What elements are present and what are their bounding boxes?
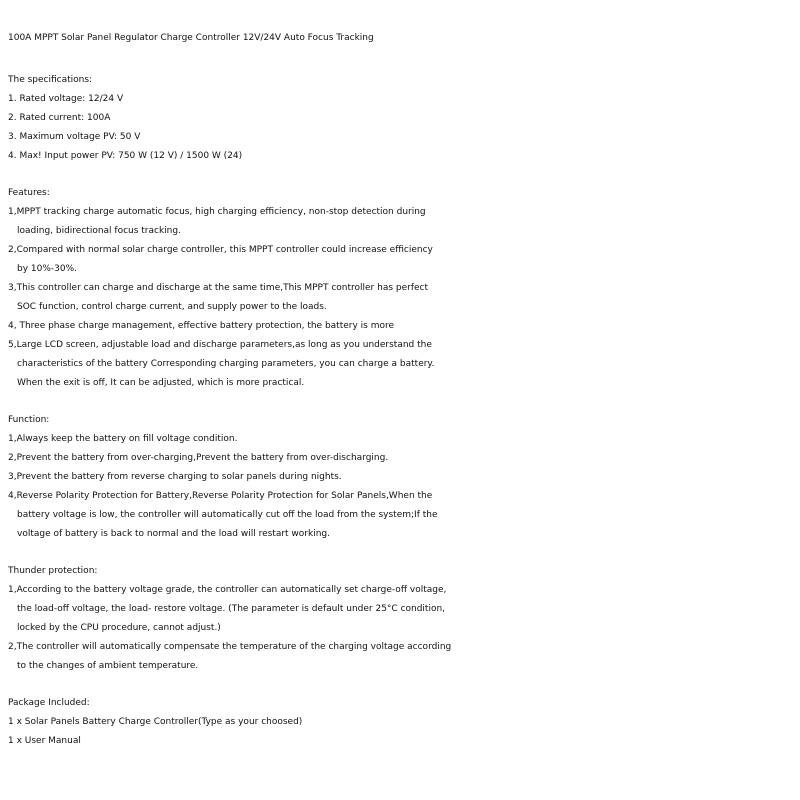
- specifications-section: [8, 71, 800, 166]
- feature-line: When the exit is off, It can be adjusted, which is more practical.: [17, 378, 305, 388]
- function-line: 3,Prevent the battery from reverse charging to solar panels during nights.: [8, 472, 342, 482]
- package-heading: Package Included:: [8, 698, 90, 708]
- feature-line: SOC function, control charge current, and supply power to the loads.: [17, 302, 327, 312]
- function-line: 2,Prevent the battery from over-charging,Prevent the battery from over-discharging.: [8, 453, 389, 463]
- thunder-line: locked by the CPU procedure, cannot adjust.): [17, 623, 221, 633]
- function-line: voltage of battery is back to normal and the load will restart working.: [17, 529, 330, 539]
- function-section: [8, 411, 800, 544]
- feature-line: 5,Large LCD screen, adjustable load and discharge parameters,as long as you understand the: [8, 340, 432, 350]
- function-heading: Function:: [8, 415, 50, 425]
- function-line: battery voltage is low, the controller will automatically cut off the load from the system;If the: [17, 510, 438, 520]
- feature-line: 1,MPPT tracking charge automatic focus, high charging efficiency, non-stop detection during: [8, 207, 426, 217]
- thunder-heading: Thunder protection:: [8, 566, 98, 576]
- feature-item: [8, 241, 800, 279]
- spec-item: 2. Rated current: 100A: [8, 113, 111, 123]
- product-title: 100A MPPT Solar Panel Regulator Charge Controller 12V/24V Auto Focus Tracking: [8, 33, 374, 43]
- thunder-item: [8, 581, 800, 638]
- function-item: [8, 449, 800, 468]
- thunder-line: 2,The controller will automatically compensate the temperature of the charging voltage according: [8, 642, 452, 652]
- feature-item: [8, 279, 800, 317]
- thunder-line: the load-off voltage, the load- restore voltage. (The parameter is default under 25°C condition,: [17, 604, 446, 614]
- thunder-line: 1,According to the battery voltage grade, the controller can automatically set charge-off voltage,: [8, 585, 447, 595]
- function-item: [8, 430, 800, 449]
- feature-item: [8, 203, 800, 241]
- features-section: [8, 184, 800, 393]
- package-item: 1 x Solar Panels Battery Charge Controller(Type as your choosed): [8, 717, 303, 727]
- feature-line: 4, Three phase charge management, effective battery protection, the battery is more: [8, 321, 395, 331]
- function-item: [8, 487, 800, 544]
- feature-item: [8, 336, 800, 393]
- feature-line: 2,Compared with normal solar charge controller, this MPPT controller could increase efficiency: [8, 245, 433, 255]
- function-line: 4,Reverse Polarity Protection for Battery,Reverse Polarity Protection for Solar Panels,When the: [8, 491, 433, 501]
- spec-item: 4. Max! Input power PV: 750 W (12 V) / 1500 W (24): [8, 151, 243, 161]
- feature-line: characteristics of the battery Corresponding charging parameters, you can charge a battery.: [17, 359, 435, 369]
- feature-line: by 10%-30%.: [17, 264, 78, 274]
- thunder-section: [8, 562, 800, 676]
- spec-item: 1. Rated voltage: 12/24 V: [8, 94, 124, 104]
- function-line: 1,Always keep the battery on fill voltage condition.: [8, 434, 238, 444]
- features-heading: Features:: [8, 188, 50, 198]
- feature-item: [8, 317, 800, 336]
- specifications-heading: The specifications:: [8, 75, 93, 85]
- function-item: [8, 468, 800, 487]
- feature-line: 3,This controller can charge and discharge at the same time,This MPPT controller has perfect: [8, 283, 429, 293]
- package-section: [8, 694, 800, 751]
- thunder-line: to the changes of ambient temperature.: [17, 661, 199, 671]
- thunder-item: [8, 638, 800, 676]
- feature-line: loading, bidirectional focus tracking.: [17, 226, 181, 236]
- spec-item: 3. Maximum voltage PV: 50 V: [8, 132, 141, 142]
- package-item: 1 x User Manual: [8, 736, 81, 746]
